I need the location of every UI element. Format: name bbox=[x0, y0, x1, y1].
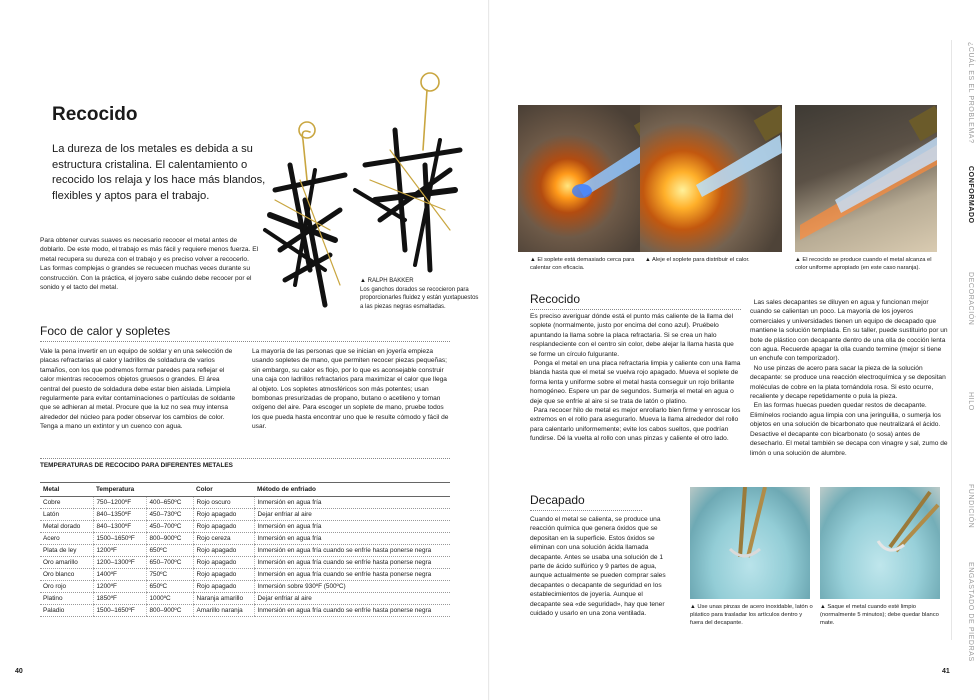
recocido-p3: Para recocer hilo de metal es mejor enrollarlo bien firme y enroscar los extremos en el rollo para asegurarlo. Mueva la llama alrededor del rollo para calentarlo uniformemente; evite los cabos sueltos, que podrían fundirse. Dé la vuelta al rollo con unas pinzas y caliente el otro lado. bbox=[530, 407, 741, 443]
table-cell: Paladio bbox=[40, 605, 93, 617]
tab-fundicion[interactable]: FUNDICIÓN bbox=[967, 484, 974, 529]
table-cell: Inmersión sobre 930ºF (500ºC) bbox=[254, 581, 450, 593]
decapado-column bbox=[750, 298, 950, 458]
table-cell: Dejar enfriar al aire bbox=[254, 593, 450, 605]
section-heading-recocido: Recocido bbox=[530, 292, 741, 310]
pickle-photo-2 bbox=[820, 487, 940, 599]
table-cell: Rojo apagado bbox=[193, 545, 254, 557]
table-row bbox=[40, 605, 450, 617]
table-row bbox=[40, 569, 450, 581]
torch-flame-2 bbox=[640, 105, 782, 252]
table-cell: Latón bbox=[40, 509, 93, 521]
table-cell: 650–700ºC bbox=[146, 557, 193, 569]
table-cell: 400–650ºC bbox=[146, 497, 193, 509]
temperature-table bbox=[40, 482, 450, 617]
table-cell: Dejar enfriar al aire bbox=[254, 509, 450, 521]
table-cell: 1400ºF bbox=[93, 569, 146, 581]
section-heading-decapado: Decapado bbox=[530, 493, 642, 511]
table-cell: 1500–1650ºF bbox=[93, 533, 146, 545]
torch-flame-3 bbox=[795, 105, 937, 252]
caption-torch-1: ▲ El soplete está demasiado cerca para calentar con eficacia. bbox=[530, 257, 635, 271]
table-cell: Inmersión en agua fría bbox=[254, 533, 450, 545]
table-cell: 840–1350ºF bbox=[93, 509, 146, 521]
table-cell: 1850ºF bbox=[93, 593, 146, 605]
table-row bbox=[40, 593, 450, 605]
table-cell: Platino bbox=[40, 593, 93, 605]
photo-credit bbox=[360, 277, 480, 311]
table-cell: Inmersión en agua fría cuando se enfríe hasta ponerse negra bbox=[254, 545, 450, 557]
annealing-table bbox=[40, 458, 450, 617]
table-cell: 450–730ºC bbox=[146, 509, 193, 521]
recocido-p2: Ponga el metal en una placa refractaria limpia y caliente con una llama blanda hasta que el metal se vuelva rojo apagado. Mueva el soplete de forma lenta y uniforme sobre el metal hasta conseguir un rojo brillante homogéneo. Espere un par de segundos. Sumerja el metal en agua o deje que se enfríe al aire si se trata de latón o platino. bbox=[530, 360, 741, 405]
table-cell: 450–700ºC bbox=[146, 521, 193, 533]
table-cell: Oro blanco bbox=[40, 569, 93, 581]
table-cell: Inmersión en agua fría cuando se enfríe hasta ponerse negra bbox=[254, 605, 450, 617]
table-row bbox=[40, 557, 450, 569]
col-header-metal: Metal bbox=[40, 483, 93, 497]
table-row bbox=[40, 521, 450, 533]
page-number-right: 41 bbox=[942, 668, 950, 675]
table-cell: 1200–1300ºF bbox=[93, 557, 146, 569]
col-header-method: Método de enfriado bbox=[254, 483, 450, 497]
table-cell: 650ºC bbox=[146, 581, 193, 593]
intro-paragraph: Para obtener curvas suaves es necesario recocer el metal antes de doblarlo. De este modo, el trabajo es más fácil y requiere menos fuerza. El metal recupera su dureza con el trabajo y es preciso volver a recocerlo. Las formas complejas o grandes se recuecen muchas veces durante su construcción. Con la práctica, el joyero sabe cuándo debe recocer por el sonido y el tacto del metal. bbox=[40, 237, 259, 292]
table-cell: Metal dorado bbox=[40, 521, 93, 533]
table-row bbox=[40, 581, 450, 593]
table-cell: Rojo apagado bbox=[193, 569, 254, 581]
section-heading-foco: Foco de calor y sopletes bbox=[40, 324, 450, 342]
col-header-temperature-c bbox=[146, 483, 193, 497]
lead-paragraph: La dureza de los metales es debida a su estructura cristalina. El calentamiento o recocido los relaja y los hace más blandos, flexibles y aptos para el trabajo. bbox=[52, 143, 266, 202]
table-cell: 750ºC bbox=[146, 569, 193, 581]
col2-p3: En las formas huecas pueden quedar restos de decapante. Elimínelos rociando agua limpia con una jeringuilla, o sumerja los objetos en una solución de bicarbonato que neutralizará el ácido. Desactive el decapante con bicarbonato (o sosa) antes de desecharlo. El metal también se decapa con vinagre y sal, zumo de limón o una solución de alumbre. bbox=[750, 402, 948, 457]
table-cell: Amarillo naranja bbox=[193, 605, 254, 617]
table-cell: 1200ºF bbox=[93, 545, 146, 557]
right-page bbox=[490, 0, 980, 700]
col-header-temperature: Temperatura bbox=[93, 483, 146, 497]
table-cell: 840–1300ºF bbox=[93, 521, 146, 533]
tab-conformado[interactable]: CONFORMADO bbox=[967, 166, 974, 224]
table-cell: Acero bbox=[40, 533, 93, 545]
torch-photo-3 bbox=[795, 105, 937, 252]
table-cell: 650ºC bbox=[146, 545, 193, 557]
caption-pickle-2: ▲ Saque el metal cuando esté limpio (normalmente 5 minutos); debe quedar blanco mate. bbox=[820, 604, 939, 626]
table-cell: Oro amarillo bbox=[40, 557, 93, 569]
col2-p1: Las sales decapantes se diluyen en agua y funcionan mejor cuando se calientan un poco. La mayoría de los joyeros comerciales y universidades tienen un equipo de decapado que mantiene la solución templada. En su taller, puede sustituirlo por un bote de plástico con decapante dentro de una olla de cocción lenta con agua. Recuerde apagar la olla cuando termine (mejor si tiene un enchufe con temporizador). bbox=[750, 299, 948, 363]
table-cell: Rojo cereza bbox=[193, 533, 254, 545]
table-row bbox=[40, 545, 450, 557]
decapado-text: Cuando el metal se calienta, se produce una reacción química que genera óxidos que se depositan en la superficie. Estos óxidos se eliminan con una solución ácida llamada decapante. Antes se usaba una solución de 1 parte de ácido sulfúrico y 9 partes de agua, aunque actualmente se pueden comprar sales decapantes o decapante de seguridad en los establecimientos de joyería. Aunque el decapante sea «de seguridad», hay que tener cuidado y usarlo en una zona ventilada. bbox=[530, 516, 666, 618]
table-row bbox=[40, 497, 450, 509]
table-cell: Cobre bbox=[40, 497, 93, 509]
credit-text: Los ganchos dorados se recocieron para proporcionarles fluidez y están yuxtapuestos a las piezas negras esmaltadas. bbox=[360, 286, 479, 310]
torch-photo-1 bbox=[518, 105, 660, 252]
table-cell: 800–900ºC bbox=[146, 533, 193, 545]
table-cell: Rojo apagado bbox=[193, 521, 254, 533]
recocido-p1: Es preciso averiguar dónde está el punto más caliente de la llama del soplete (normalmente, justo por encima del cono azul). Pruébelo apuntando la llama sobre la placa refractaria. Si se crea un halo resplandeciente con el centro sin color, debe alejar la llama hasta que se forme un círculo fulgurante. bbox=[530, 313, 734, 358]
foco-column-1: Vale la pena invertir en un equipo de soldar y en una selección de placas refractarias al calor y ladrillos de soldadura de varios tamaños, con los que podremos formar paredes para reflejar el calor mientras recocemos objetos gruesos o grandes. El área central del puesto de soldadura debe estar bien aislada. Limpiela regularmente para evitar contaminaciones o partículas de soldante que se adhieran al metal. Procure que la luz no sea muy intensa alrededor del núcleo para poder observar los cambios de color. Tenga a mano un extintor y un cuenco con agua. bbox=[40, 348, 235, 431]
page-title: Recocido bbox=[52, 104, 138, 125]
table-cell: Inmersión en agua fría cuando se enfríe hasta ponerse negra bbox=[254, 569, 450, 581]
table-cell: 800–900ºC bbox=[146, 605, 193, 617]
table-cell: Inmersión en agua fría bbox=[254, 521, 450, 533]
torch-photo-2 bbox=[640, 105, 782, 252]
sidebar-divider bbox=[951, 40, 952, 640]
credit-name: ▲ RALPH BAKKER bbox=[360, 278, 414, 284]
caption-torch-2: ▲ Aleje el soplete para distribuir el calor. bbox=[645, 257, 750, 263]
table-cell: Inmersión en agua fría bbox=[254, 497, 450, 509]
earring-left bbox=[265, 122, 345, 305]
table-row bbox=[40, 509, 450, 521]
table-cell: 1200ºF bbox=[93, 581, 146, 593]
table-cell: 1500–1650ºF bbox=[93, 605, 146, 617]
caption-torch-3: ▲ El recocido se produce cuando el metal alcanza el color uniforme apropiado (en este caso naranja). bbox=[795, 257, 932, 271]
caption-pickle-1: ▲ Use unas pinzas de acero inoxidable, latón o plástico para trasladar los artículos dentro y fuera del decapante. bbox=[690, 604, 813, 626]
tweezers-2 bbox=[820, 487, 940, 599]
table-cell: Rojo oscuro bbox=[193, 497, 254, 509]
table-cell: Rojo apagado bbox=[193, 581, 254, 593]
table-row bbox=[40, 533, 450, 545]
table-cell: Naranja amarillo bbox=[193, 593, 254, 605]
torch-flame-1 bbox=[518, 105, 660, 252]
col2-p2: No use pinzas de acero para sacar la pieza de la solución decapante: se produce una reacción electroquímica y se depositan moléculas de cobre en la plata tornándola rosa. Si esto ocurre, recaliente y decape repetidamente o pula la pieza. bbox=[750, 364, 946, 401]
pickle-photo-1 bbox=[690, 487, 810, 599]
table-header-row bbox=[40, 483, 450, 497]
earring-right bbox=[355, 73, 460, 270]
foco-column-2: La mayoría de las personas que se inician en joyería empieza usando sopletes de mano, que permiten recocer piezas pequeñas; sin embargo, su calor es flojo, por lo que es aconsejable construir una caja con ladrillos refractarios para maximizar el calor que llega al objeto. Los sopletes atmosféricos son más potentes; usan bombonas presurizadas de propano, butano o acetileno y toman oxígeno del aire. Para escoger un soplete de mano, pruebe todos los que pueda hasta encontrar uno que le resulte cómodo y fácil de usar. bbox=[252, 348, 449, 431]
tab-hilo[interactable]: HILO bbox=[967, 392, 974, 411]
table-cell: Inmersión en agua fría cuando se enfríe hasta ponerse negra bbox=[254, 557, 450, 569]
recocido-text bbox=[530, 312, 741, 444]
page-number-left: 40 bbox=[15, 668, 23, 675]
tab-decoracion[interactable]: DECORACIÓN bbox=[967, 272, 974, 326]
tab-engastado[interactable]: ENGASTADO DE PIEDRAS bbox=[967, 562, 974, 662]
table-cell: Plata de ley bbox=[40, 545, 93, 557]
col-header-color: Color bbox=[193, 483, 254, 497]
tweezers-1 bbox=[690, 487, 810, 599]
table-cell: 1000ºC bbox=[146, 593, 193, 605]
table-title: TEMPERATURAS DE RECOCIDO PARA DIFERENTES METALES bbox=[40, 458, 450, 472]
table-cell: Rojo apagado bbox=[193, 509, 254, 521]
tab-problema[interactable]: ¿CUÁL ES EL PROBLEMA? bbox=[967, 42, 974, 144]
table-cell: Rojo apagado bbox=[193, 557, 254, 569]
table-cell: Oro rojo bbox=[40, 581, 93, 593]
table-cell: 750–1200ºF bbox=[93, 497, 146, 509]
